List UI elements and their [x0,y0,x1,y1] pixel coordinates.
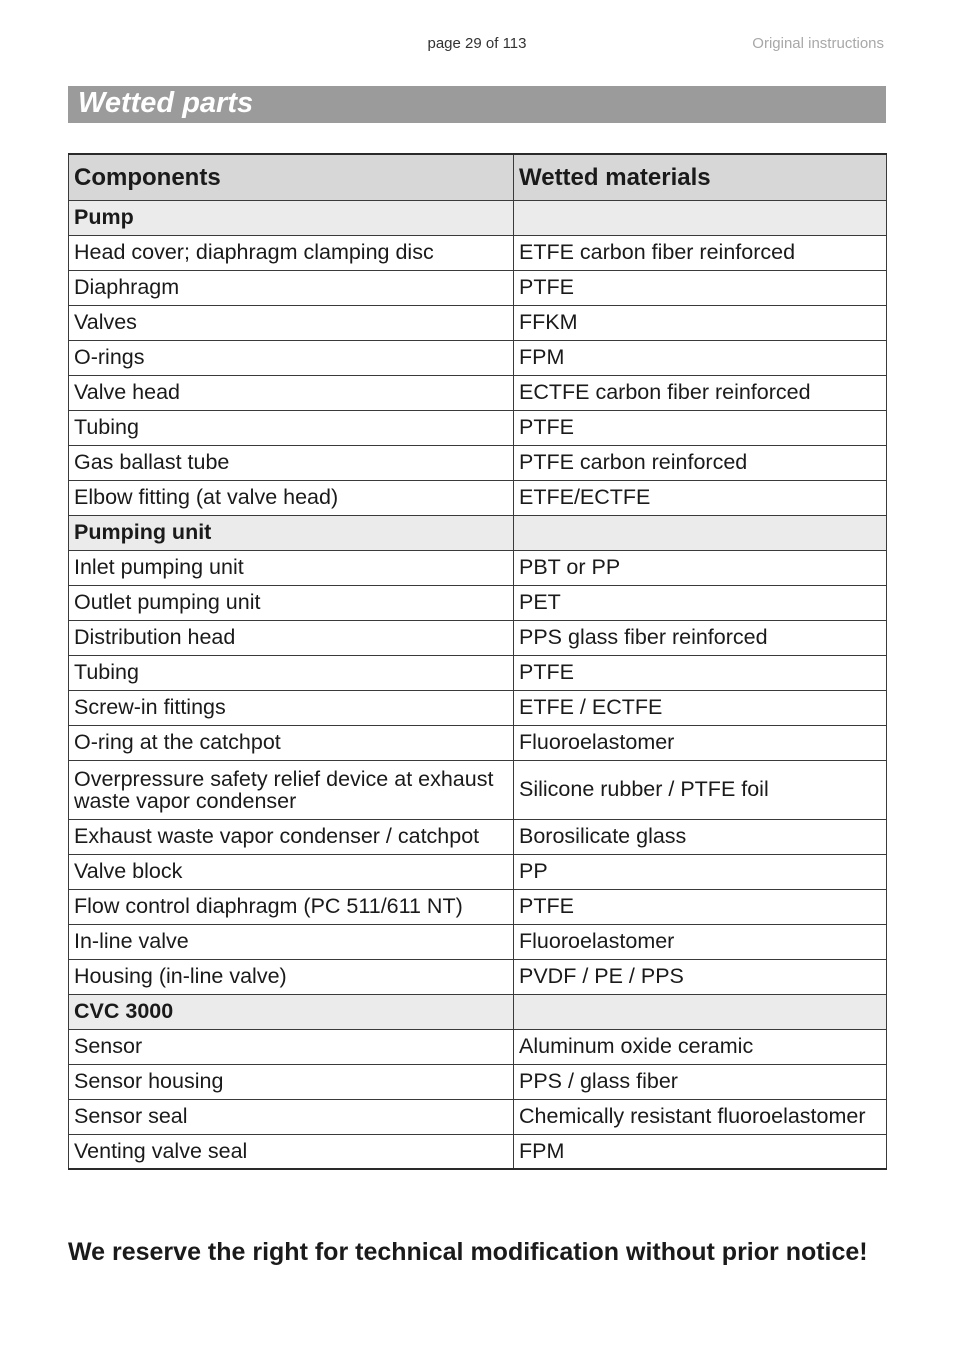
material-cell: PTFE [514,655,887,690]
table-row [69,854,887,889]
material-cell: PP [514,854,887,889]
component-cell: Gas ballast tube [69,445,514,480]
component-cell: Overpressure safety relief device at exhaust waste vapor condenser [69,760,514,819]
table-row [69,235,887,270]
group-label: Pump [69,200,514,235]
table-row [69,1064,887,1099]
component-cell: O-rings [69,340,514,375]
table-row [69,480,887,515]
group-label: Pumping unit [69,515,514,550]
table-row [69,690,887,725]
material-cell: ETFE/ECTFE [514,480,887,515]
table-row [69,760,887,819]
component-cell: Flow control diaphragm (PC 511/611 NT) [69,889,514,924]
section-title: Wetted parts [78,87,254,119]
table-row [69,1134,887,1169]
page-number: page 29 of 113 [427,35,527,52]
modification-notice: We reserve the right for technical modification without prior notice! [68,1238,868,1266]
material-cell: Silicone rubber / PTFE foil [514,760,887,819]
table-group-row [69,994,887,1029]
table-body [69,200,887,1169]
material-cell: FPM [514,1134,887,1169]
table-row [69,340,887,375]
table-row [69,655,887,690]
material-cell: Aluminum oxide ceramic [514,1029,887,1064]
material-cell: PTFE [514,410,887,445]
component-cell: Distribution head [69,620,514,655]
component-cell: Tubing [69,410,514,445]
component-cell: Valve block [69,854,514,889]
material-cell: PTFE carbon reinforced [514,445,887,480]
table-row [69,1029,887,1064]
table-row [69,959,887,994]
table-row [69,924,887,959]
component-cell: Inlet pumping unit [69,550,514,585]
material-cell: PTFE [514,889,887,924]
table-group-row [69,200,887,235]
column-header-wetted-materials: Wetted materials [514,154,887,200]
column-header-components: Components [69,154,514,200]
table-header-row [69,154,887,200]
material-cell: ECTFE carbon fiber reinforced [514,375,887,410]
component-cell: Sensor [69,1029,514,1064]
material-cell: PPS / glass fiber [514,1064,887,1099]
material-cell: PET [514,585,887,620]
material-cell [514,200,887,235]
material-cell: Fluoroelastomer [514,725,887,760]
group-label: CVC 3000 [69,994,514,1029]
document-type-label: Original instructions [752,35,884,52]
table-row [69,1099,887,1134]
material-cell: Borosilicate glass [514,819,887,854]
table-row [69,550,887,585]
material-cell: ETFE carbon fiber reinforced [514,235,887,270]
component-cell: Head cover; diaphragm clamping disc [69,235,514,270]
component-cell: Valves [69,305,514,340]
table-group-row [69,515,887,550]
table-row [69,620,887,655]
component-cell: O-ring at the catchpot [69,725,514,760]
table-row [69,375,887,410]
material-cell: ETFE / ECTFE [514,690,887,725]
component-cell: Sensor seal [69,1099,514,1134]
table-row [69,305,887,340]
material-cell: FFKM [514,305,887,340]
material-cell: PTFE [514,270,887,305]
material-cell: PVDF / PE / PPS [514,959,887,994]
component-cell: Venting valve seal [69,1134,514,1169]
table-row [69,725,887,760]
component-cell: Exhaust waste vapor condenser / catchpot [69,819,514,854]
material-cell: FPM [514,340,887,375]
material-cell [514,515,887,550]
component-cell: In-line valve [69,924,514,959]
component-cell: Outlet pumping unit [69,585,514,620]
table-row [69,889,887,924]
section-header-bar [68,86,886,123]
table-row [69,270,887,305]
component-cell: Valve head [69,375,514,410]
table-row [69,585,887,620]
component-cell: Housing (in-line valve) [69,959,514,994]
material-cell: PPS glass fiber reinforced [514,620,887,655]
table-row [69,445,887,480]
table-row [69,819,887,854]
component-cell: Screw-in fittings [69,690,514,725]
component-cell: Diaphragm [69,270,514,305]
material-cell: Fluoroelastomer [514,924,887,959]
wetted-parts-table [68,153,887,1170]
component-cell: Elbow fitting (at valve head) [69,480,514,515]
component-cell: Sensor housing [69,1064,514,1099]
table-row [69,410,887,445]
material-cell: PBT or PP [514,550,887,585]
material-cell: Chemically resistant fluoroelastomer [514,1099,887,1134]
material-cell [514,994,887,1029]
component-cell: Tubing [69,655,514,690]
